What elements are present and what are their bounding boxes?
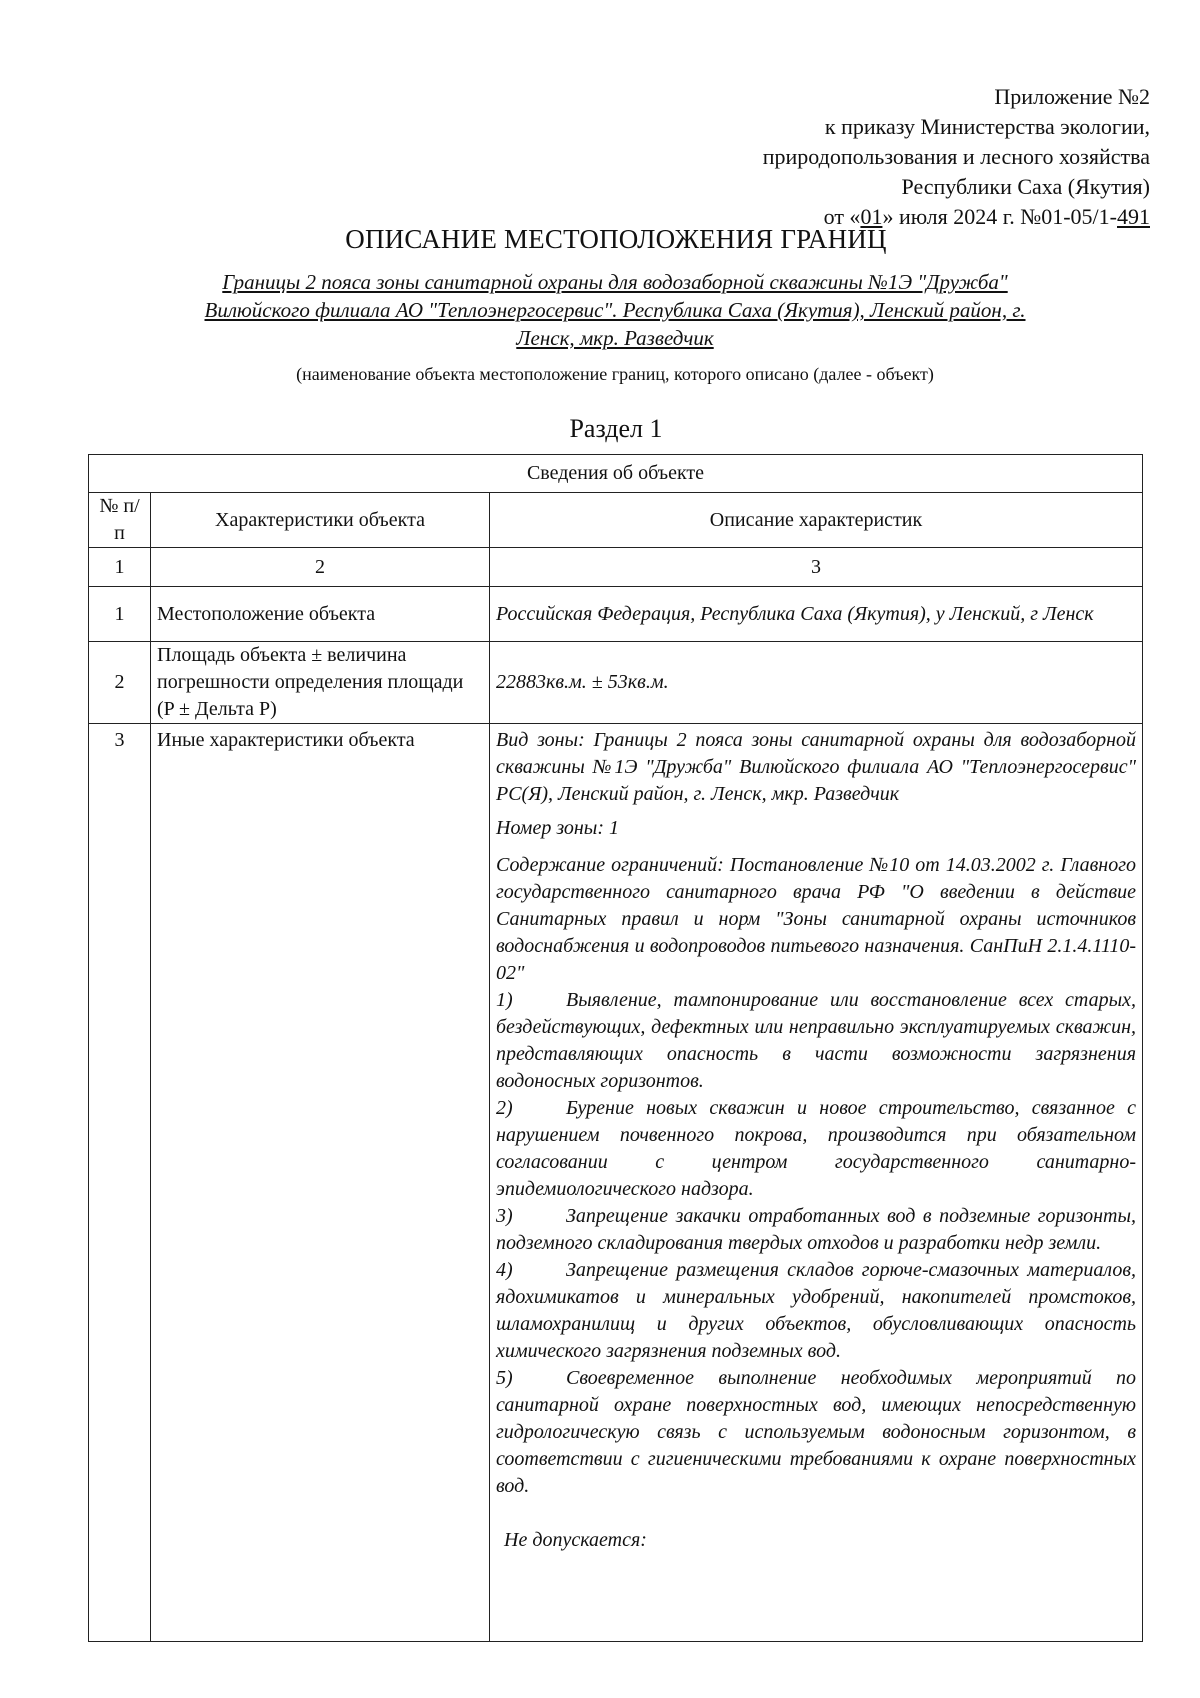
row-other-characteristics	[490, 724, 1143, 1642]
row-num: 2	[89, 642, 151, 724]
table-column-numbers-row	[89, 548, 1143, 587]
row-characteristic: Площадь объекта ± величина погрешности определения площади (P ± Дельта P)	[151, 642, 490, 724]
appendix-header	[550, 82, 1150, 232]
not-allowed-heading: Не допускается:	[504, 1529, 647, 1551]
order-number: 491	[1117, 204, 1150, 229]
restriction-item-number: 4)	[496, 1259, 513, 1281]
restriction-item-text: Своевременное выполнение необходимых мероприятий по санитарной охране поверхностных вод, имеющих непосредственную гидрологическую связь с используемым водоносным горизонтом, в соответствии с гигиеническими требованиями к охране поверхностных вод.	[496, 1367, 1137, 1497]
object-info-table	[88, 454, 1143, 1642]
date-day: 01	[860, 204, 883, 229]
restriction-item-text: Бурение новых скважин и новое строительство, связанное с нарушением почвенного покрова, производится при обязательном согласовании с центром государственного санитарно-эпидемиологического надзора.	[496, 1097, 1137, 1200]
restriction-item-number: 1)	[496, 989, 513, 1011]
appendix-line-2: к приказу Министерства экологии,	[824, 114, 1150, 139]
col-number-2: 2	[151, 548, 490, 587]
object-name-line-1: Границы 2 пояса зоны санитарной охраны для водозаборной скважины №1Э "Дружба"	[222, 270, 1008, 294]
object-name	[165, 268, 1065, 352]
zone-restrictions: Содержание ограничений: Постановление №10 от 14.03.2002 г. Главного государственного санитарного врача РФ "О введении в действие Санитарных правил и норм "Зоны санитарной охраны источников водоснабжения и водопроводов питьевого назначения. СанПиН 2.1.4.1110-02"	[496, 854, 1137, 984]
zone-number: Номер зоны: 1	[496, 817, 619, 839]
object-name-caption: (наименование объекта местоположение границ, которого описано (далее - объект)	[296, 364, 934, 384]
restriction-item	[496, 1095, 1136, 1203]
table-row	[89, 587, 1143, 642]
object-name-line-3: Ленск, мкр. Разведчик	[516, 326, 714, 350]
restriction-item	[496, 1257, 1136, 1365]
restriction-item-text: Запрещение размещения складов горюче-смазочных материалов, ядохимикатов и минеральных удобрений, накопителей промстоков, шламохранилищ и других объектов, обусловливающих опасность химического загрязнения подземных вод.	[496, 1259, 1137, 1362]
appendix-line-1: Приложение №2	[994, 84, 1150, 109]
table-header-row	[89, 493, 1143, 548]
date-prefix: от «	[823, 204, 861, 229]
row-location-value: Российская Федерация, Республика Саха (Якутия), у Ленский, г Ленск	[490, 587, 1143, 642]
header-num: № п/п	[89, 493, 151, 548]
section-title: Раздел 1	[569, 414, 663, 443]
row-characteristic: Иные характеристики объекта	[151, 724, 490, 1642]
restriction-item-text: Выявление, тампонирование или восстановление всех старых, бездействующих, дефектных или неправильно эксплуатируемых скважин, представляющих опасность в части возможности загрязнения водоносных горизонтов.	[496, 989, 1137, 1092]
table-row	[89, 642, 1143, 724]
row-num: 3	[89, 724, 151, 1642]
row-characteristic: Местоположение объекта	[151, 587, 490, 642]
object-name-line-2: Вилюйского филиала АО "Теплоэнергосервис". Республика Саха (Якутия), Ленский район, г.	[204, 298, 1026, 322]
col-number-3: 3	[490, 548, 1143, 587]
date-middle: » июля 2024 г. №01-05/1-	[882, 204, 1117, 229]
zone-type: Вид зоны: Границы 2 пояса зоны санитарной охраны для водозаборной скважины №1Э "Дружба" Вилюйского филиала АО "Теплоэнергосервис" РС(Я), Ленский район, г. Ленск, мкр. Разведчик	[496, 729, 1137, 805]
restriction-item-number: 3)	[496, 1205, 513, 1227]
row-num: 1	[89, 587, 151, 642]
table-caption-row	[89, 455, 1143, 493]
header-characteristic: Характеристики объекта	[151, 493, 490, 548]
row-area-value: 22883кв.м. ± 53кв.м.	[490, 642, 1143, 724]
restriction-item	[496, 987, 1136, 1095]
table-caption: Сведения об объекте	[89, 455, 1143, 493]
header-description: Описание характеристик	[490, 493, 1143, 548]
restriction-item-number: 5)	[496, 1367, 513, 1389]
appendix-line-3: природопользования и лесного хозяйства	[762, 144, 1150, 169]
table-row	[89, 724, 1143, 1642]
appendix-line-4: Республики Саха (Якутия)	[901, 174, 1150, 199]
restriction-item	[496, 1365, 1136, 1500]
col-number-1: 1	[89, 548, 151, 587]
restriction-item-text: Запрещение закачки отработанных вод в подземные горизонты, подземного складирования твердых отходов и разработки недр земли.	[496, 1205, 1137, 1254]
restriction-item	[496, 1203, 1136, 1257]
restriction-item-number: 2)	[496, 1097, 513, 1119]
document-title: ОПИСАНИЕ МЕСТОПОЛОЖЕНИЯ ГРАНИЦ	[345, 224, 887, 254]
